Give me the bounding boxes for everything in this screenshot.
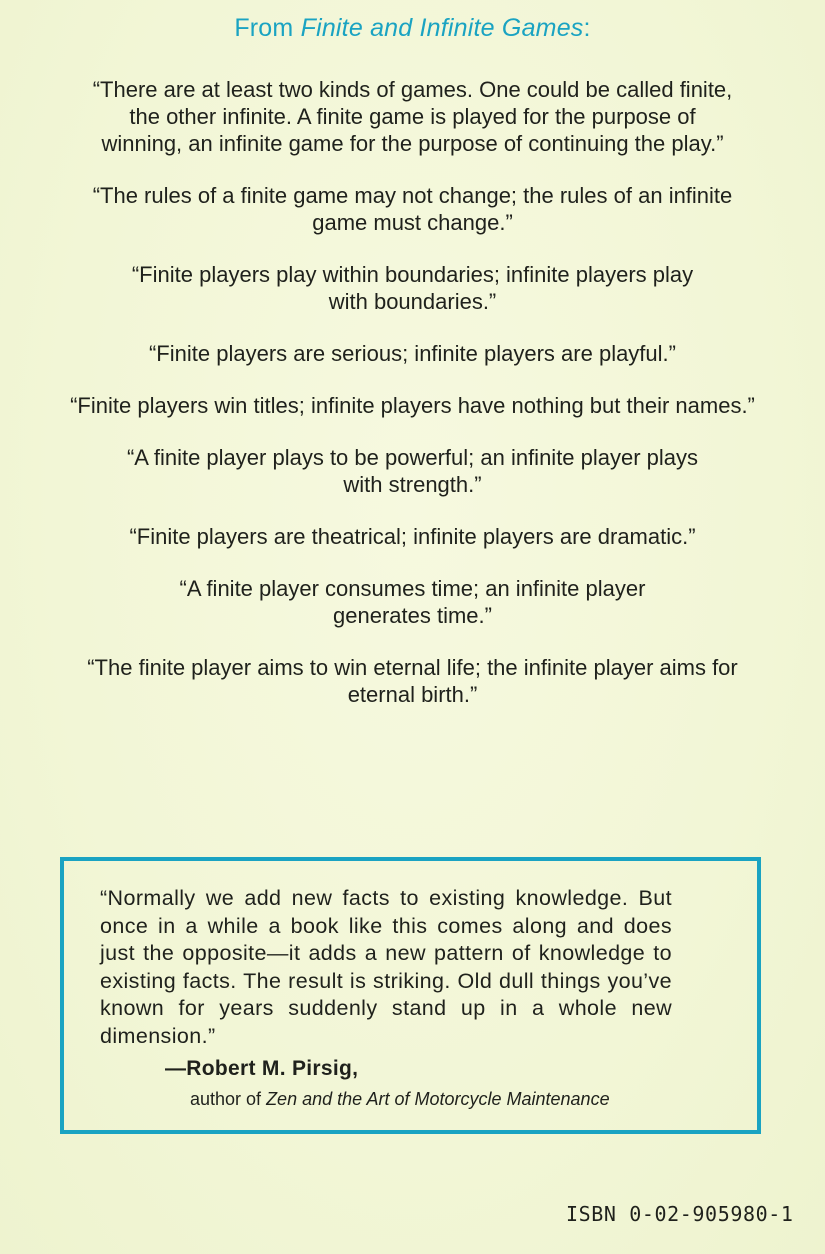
- quote: “Finite players play within boundaries; infinite players play with boundaries.”: [131, 262, 694, 314]
- author-role-work: Zen and the Art of Motorcycle Maintenance: [266, 1089, 610, 1109]
- quote: “There are at least two kinds of games. One could be called finite, the other infinite. A finite game is played for the purpose of winning, an infinite game for the purpose of continuing the play.”: [92, 77, 733, 156]
- quote: “A finite player plays to be powerful; an infinite player plays with strength.”: [126, 445, 699, 497]
- heading-suffix: :: [583, 14, 591, 42]
- author-role-prefix: author of: [190, 1089, 267, 1109]
- heading-book-title: Finite and Infinite Games: [300, 14, 584, 42]
- section-heading: [0, 14, 825, 43]
- quote: “The finite player aims to win eternal life; the infinite player aims for eternal birth.”: [87, 655, 738, 707]
- heading-prefix: From: [234, 14, 301, 42]
- isbn-number: ISBN 0-02-905980-1: [566, 1202, 794, 1226]
- quote: “A finite player consumes time; an infinite player generates time.”: [179, 576, 646, 628]
- quote: “Finite players are serious; infinite players are playful.”: [148, 341, 676, 366]
- endorsement-author: —Robert M. Pirsig,: [165, 1057, 359, 1080]
- quote: “The rules of a finite game may not change; the rules of an infinite game must change.”: [92, 183, 733, 235]
- quote: “Finite players win titles; infinite players have nothing but their names.”: [70, 393, 755, 418]
- endorsement-quote: “Normally we add new facts to existing knowledge. But once in a while a book like this comes along and does just the opposite—it adds a new pattern of knowledge to existing facts. The result is striking. Old dull things you’ve known for years suddenly stand up in a whole new dimension.”: [100, 886, 672, 1048]
- quote-list: [40, 76, 785, 733]
- endorsement-author-role: [190, 1089, 610, 1110]
- endorsement-box: [60, 857, 761, 1134]
- quote: “Finite players are theatrical; infinite players are dramatic.”: [129, 524, 696, 549]
